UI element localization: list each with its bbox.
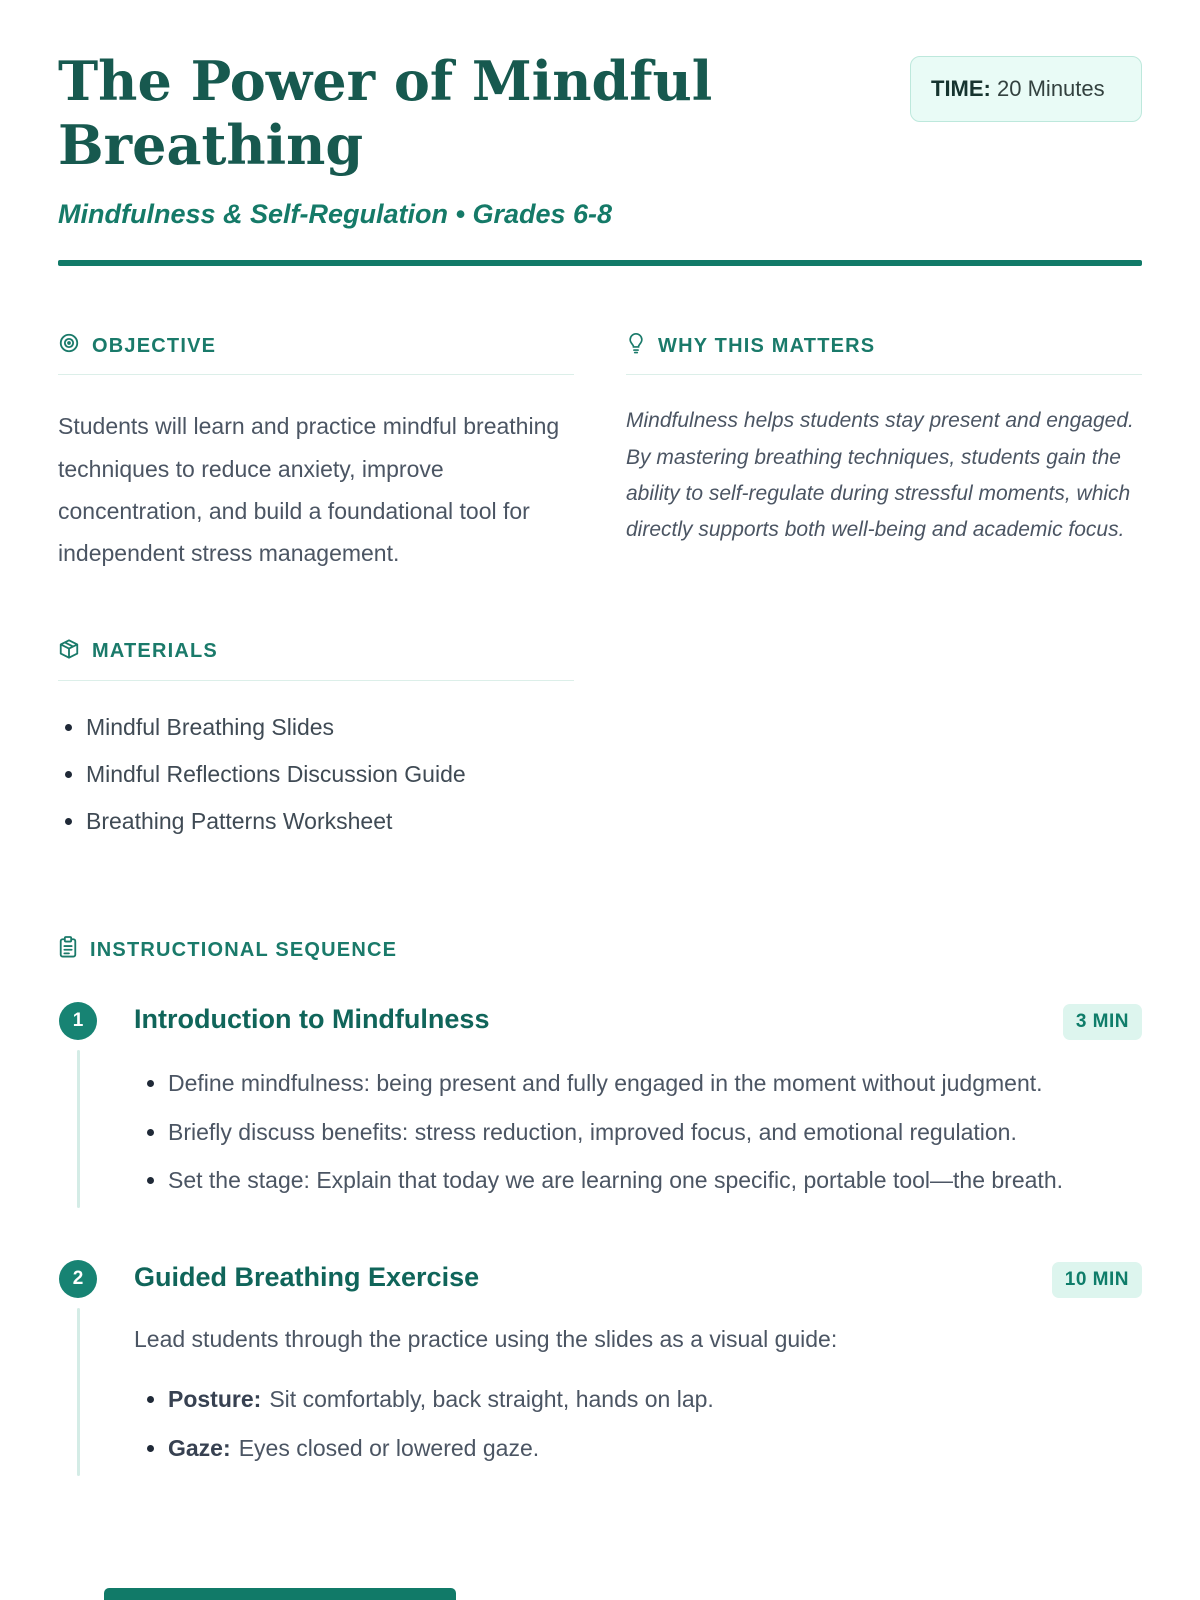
step-1-head (134, 1004, 1142, 1040)
materials-section (58, 638, 574, 838)
time-value: 20 Minutes (997, 76, 1105, 101)
box-icon (58, 638, 80, 666)
list-item: • Breathing Patterns Worksheet (86, 805, 574, 837)
bullet-text: Set the stage: Explain that today we are learning one specific, portable tool—the breath. (168, 1167, 1064, 1194)
time-badge (910, 56, 1142, 122)
right-column (626, 332, 1142, 852)
step-2-bullets (134, 1378, 1142, 1469)
step-1-bullets (134, 1062, 1142, 1202)
bullet-text: Eyes closed or lowered gaze. (238, 1435, 540, 1461)
step-intro: Lead students through the practice using the slides as a visual guide: (134, 1325, 838, 1352)
why-header (626, 332, 1142, 375)
step-number-badge: 2 (59, 1260, 97, 1298)
step-1-rail (58, 1002, 98, 1208)
why-body: Mindfulness helps students stay present and engaged. By mastering breathing techniques, students gain the ability to self-regulate during stressful moments, which directly supports both well-being and academic focus. (626, 409, 1134, 541)
divider-rule (58, 260, 1142, 266)
bullet-text: Define mindfulness: being present and fully engaged in the moment without judgment. (168, 1070, 1043, 1097)
list-item (168, 1378, 1142, 1421)
sequence-header (58, 936, 1142, 964)
time-label: TIME: (931, 76, 991, 101)
list-item: • Mindful Breathing Slides (86, 711, 574, 743)
step-title: Guided Breathing Exercise (134, 1261, 480, 1292)
clipboard-icon (58, 936, 78, 964)
objective-heading: OBJECTIVE (92, 334, 217, 357)
step-connector-line (77, 1050, 80, 1208)
subtitle: Mindfulness & Self-Regulation • Grades 6-8 (58, 199, 613, 230)
sequence-section (58, 936, 1142, 1475)
list-item: • Mindful Reflections Discussion Guide (86, 758, 574, 790)
bullet-text: Briefly discuss benefits: stress reduction, improved focus, and emotional regulation. (168, 1118, 1017, 1145)
step-number-badge: 1 (59, 1002, 97, 1040)
list-item (168, 1062, 1142, 1105)
objective-body: Students will learn and practice mindful breathing techniques to reduce anxiety, improve concentration, and build a foundational tool for independent stress management. (58, 413, 560, 566)
duration-badge: 10 MIN (1052, 1262, 1142, 1298)
list-item (168, 1427, 1142, 1470)
step-1 (58, 1002, 1142, 1208)
list-item (168, 1111, 1142, 1154)
duration-badge: 3 MIN (1063, 1004, 1142, 1040)
materials-list (58, 711, 574, 838)
sequence-heading: INSTRUCTIONAL SEQUENCE (90, 938, 398, 961)
step-2 (58, 1260, 1142, 1476)
step-2-head (134, 1262, 1142, 1298)
lightbulb-icon (626, 332, 646, 360)
materials-header (58, 638, 574, 681)
step-title: Introduction to Mindfulness (134, 1004, 490, 1035)
bullet-lead: Gaze: (168, 1435, 231, 1461)
step-connector-line (77, 1308, 80, 1476)
step-2-content (134, 1260, 1142, 1476)
step-1-content (134, 1002, 1142, 1208)
materials-heading: MATERIALS (92, 640, 218, 663)
list-item (168, 1159, 1142, 1202)
cutoff-callout-top (104, 1588, 456, 1600)
left-column (58, 332, 574, 852)
page-title: The Power of Mindful Breathing (58, 49, 713, 177)
bullet-lead: Posture: (168, 1386, 262, 1413)
header (58, 50, 1142, 177)
overview-columns (58, 332, 1142, 852)
bullet-text: Sit comfortably, back straight, hands on lap. (269, 1386, 714, 1413)
steps (58, 1002, 1142, 1475)
why-heading: WHY THIS MATTERS (658, 334, 876, 357)
step-2-rail (58, 1260, 98, 1476)
target-icon (58, 332, 80, 360)
objective-header (58, 332, 574, 375)
